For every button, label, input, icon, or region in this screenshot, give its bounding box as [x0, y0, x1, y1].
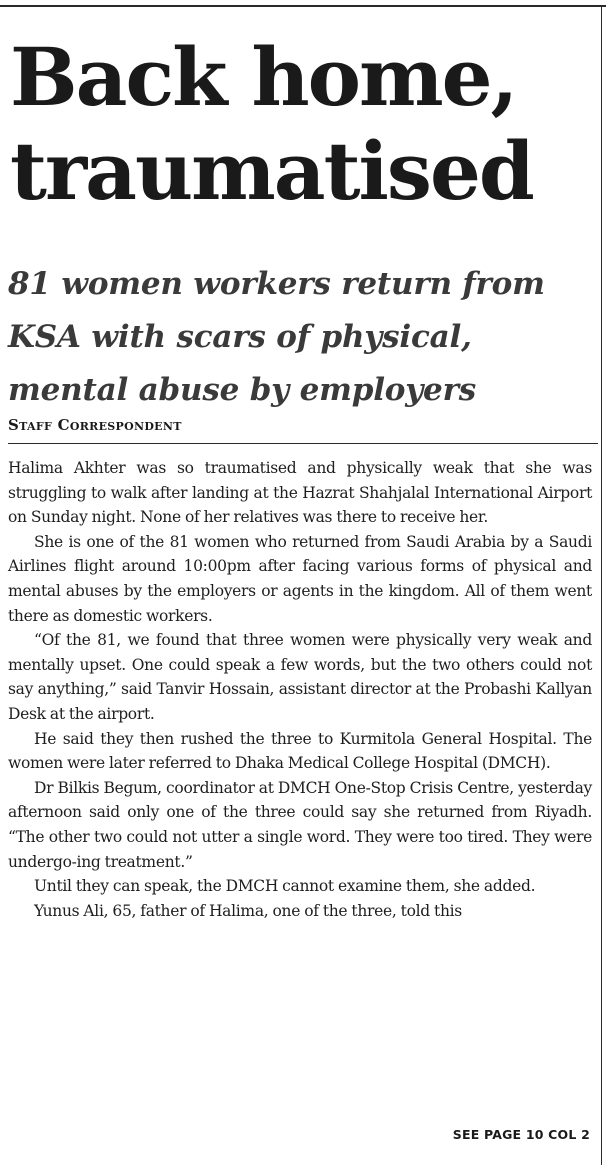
- column-rule: [601, 5, 602, 1165]
- article-paragraph: Until they can speak, the DMCH cannot examine them, she added.: [34, 877, 536, 896]
- subheadline-line: KSA with scars of physical,: [8, 319, 472, 355]
- subheadline-line: mental abuse by employers: [8, 372, 476, 408]
- article-paragraph: “Of the 81, we found that three women were physically very weak and mentally upset. One could speak a few words, but the two others could not say anything,” said Tanvir Hossain, assistant director at the Probashi Kallyan Desk at the airport.: [8, 631, 592, 723]
- headline: [10, 30, 600, 218]
- article-body: [8, 456, 592, 923]
- top-rule: [0, 5, 606, 7]
- subheadline: [8, 258, 600, 417]
- byline: Staff Correspondent: [8, 416, 182, 434]
- headline-line: Back home,: [10, 30, 517, 124]
- article-paragraph: He said they then rushed the three to Kurmitola General Hospital. The women were later referred to Dhaka Medical College Hospital (DMCH).: [8, 729, 592, 773]
- subheadline-line: 81 women workers return from: [8, 266, 545, 302]
- article-paragraph: Dr Bilkis Begum, coordinator at DMCH One-Stop Crisis Centre, yesterday afternoon said only one of the three could say she returned from Riyadh. “The other two could not utter a single word. They were too tired. They were undergo-ing treatment.”: [8, 778, 592, 871]
- article-paragraph: She is one of the 81 women who returned from Saudi Arabia by a Saudi Airlines flight around 10:00pm after facing various forms of physical and mental abuses by the employers or agents in the kingdom. All of them went there as domestic workers.: [8, 532, 592, 625]
- headline-line: traumatised: [10, 124, 533, 218]
- article-paragraph: Halima Akhter was so traumatised and physically weak that she was struggling to walk after landing at the Hazrat Shahjalal International Airport on Sunday night. None of her relatives was there to receive her.: [8, 459, 592, 527]
- continued-on-page-link[interactable]: SEE PAGE 10 COL 2: [452, 1127, 590, 1142]
- byline-rule: [8, 443, 598, 444]
- article-paragraph: Yunus Ali, 65, father of Halima, one of the three, told this: [34, 901, 462, 920]
